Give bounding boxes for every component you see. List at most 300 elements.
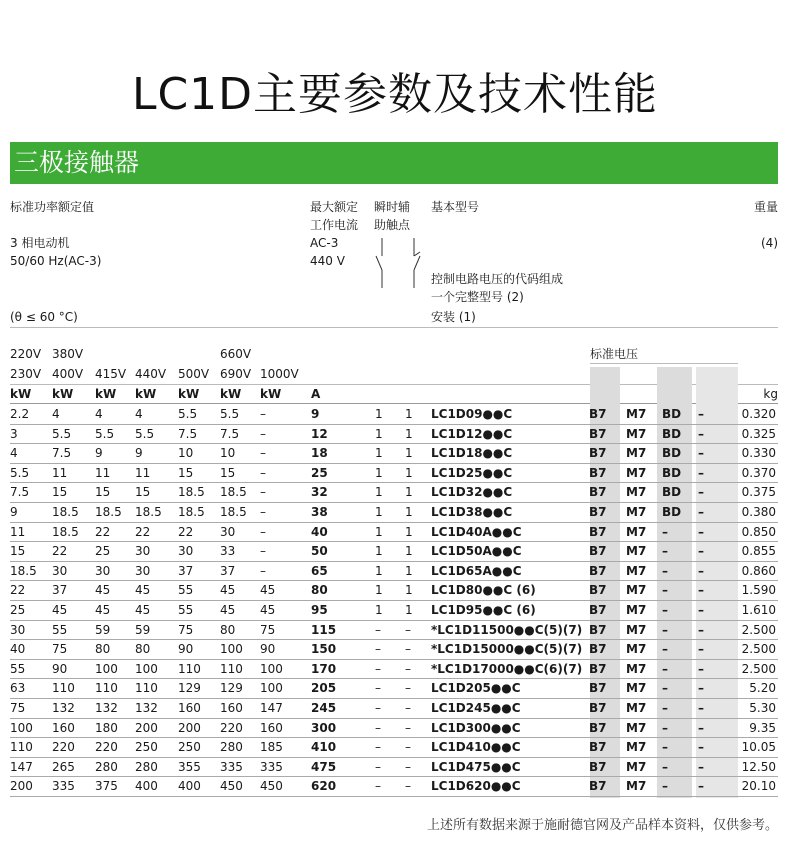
power-cell: 45 (220, 583, 236, 598)
model-cell: LC1D205●●C (431, 681, 521, 696)
voltage-code-m7: M7 (626, 642, 647, 657)
current-cell: 65 (311, 563, 328, 578)
voltage-440-label: 440 V (310, 254, 345, 268)
voltage-code-lc: – (698, 583, 704, 598)
aux-no-cell: – (375, 740, 381, 755)
weight-cell: 0.320 (741, 407, 776, 421)
power-cell: 18.5 (220, 485, 247, 500)
voltage-code-m7: M7 (626, 701, 647, 715)
power-cell: 100 (260, 661, 283, 676)
aux-no-cell: – (375, 720, 381, 735)
current-cell: 245 (311, 701, 337, 715)
power-cell: 22 (95, 524, 111, 539)
aux-nc-cell: – (405, 642, 411, 657)
power-cell: 11 (10, 524, 26, 539)
current-cell: 32 (311, 485, 328, 500)
weight-cell: 1.590 (741, 583, 776, 598)
voltage-code-b7: B7 (589, 446, 607, 461)
power-cell: 37 (178, 563, 194, 578)
aux-nc-cell: – (405, 701, 411, 715)
current-cell: 410 (311, 740, 337, 755)
power-cell: 100 (10, 720, 33, 735)
power-cell: 5.5 (95, 426, 115, 441)
table-row (10, 405, 778, 425)
power-cell: 18.5 (52, 524, 79, 539)
aux-nc-cell: 1 (405, 563, 413, 578)
voltage-code-lc: – (698, 524, 704, 539)
power-cell: 30 (135, 544, 151, 559)
aux-no-cell: 1 (375, 426, 383, 441)
power-cell: 110 (95, 681, 118, 696)
model-cell: *LC1D11500●●C(5)(7) (431, 622, 583, 637)
voltage-code-m7: M7 (626, 544, 647, 559)
power-cell: 33 (220, 544, 236, 559)
model-cell: LC1D40A●●C (431, 524, 522, 539)
power-cell: 25 (95, 544, 111, 559)
weight-cell: 2.500 (741, 642, 776, 657)
power-cell: 450 (260, 779, 283, 794)
voltage-code-lc: – (698, 622, 704, 637)
power-cell: 80 (220, 622, 236, 637)
voltage-code-lc: – (698, 681, 704, 696)
aux-no-cell: 1 (375, 407, 383, 421)
voltage-code-b7: B7 (589, 701, 607, 715)
aux-nc-cell: – (405, 779, 411, 794)
section-banner: 三极接触器 (10, 142, 778, 184)
voltage-code-dc: – (662, 544, 668, 559)
unit-kw-4: kW (178, 387, 200, 401)
voltage-code-m7: M7 (626, 622, 647, 637)
base-model-label: 基本型号 (431, 200, 480, 214)
power-cell: 30 (52, 563, 68, 578)
current-cell: 170 (311, 661, 337, 676)
voltage-code-b7: B7 (589, 485, 607, 500)
power-cell: 9 (95, 446, 103, 461)
aux-no-cell: 1 (375, 446, 383, 461)
power-cell: 22 (178, 524, 194, 539)
voltage-bottom-1: 400V (52, 367, 84, 381)
aux-no-cell: 1 (375, 583, 383, 598)
power-cell: 18.5 (220, 505, 247, 519)
power-cell: 18.5 (52, 505, 79, 519)
unit-kw-6: kW (260, 387, 282, 401)
aux-nc-cell: – (405, 622, 411, 637)
power-cell: 4 (135, 407, 143, 421)
power-cell: 15 (220, 465, 236, 480)
voltage-top-5: 660V (220, 347, 252, 361)
voltage-top-1: 380V (52, 347, 84, 361)
voltage-code-dc: – (662, 642, 668, 657)
voltage-code-lc: – (698, 779, 704, 794)
power-cell: 250 (178, 740, 201, 755)
voltage-code-m7: M7 (626, 740, 647, 755)
power-cell: 18.5 (95, 505, 122, 519)
table-row (10, 777, 778, 797)
power-cell: 15 (52, 485, 68, 500)
voltage-top-0: 220V (10, 347, 42, 361)
power-cell: 220 (52, 740, 75, 755)
aux-nc-cell: – (405, 740, 411, 755)
weight-cell: 10.05 (741, 740, 776, 755)
model-cell: LC1D95●●C (6) (431, 603, 536, 617)
voltage-code-m7: M7 (626, 407, 647, 421)
aux-no-cell: – (375, 622, 381, 637)
power-cell: 15 (95, 485, 111, 500)
power-cell: 45 (135, 583, 151, 598)
power-cell: 400 (135, 779, 158, 794)
aux-no-cell: – (375, 642, 381, 657)
voltage-code-dc: – (662, 779, 668, 794)
power-cell: 30 (95, 563, 111, 578)
aux-nc-cell: 1 (405, 426, 413, 441)
power-cell: 100 (260, 681, 283, 696)
aux-no-cell: – (375, 759, 381, 774)
power-cell: 80 (135, 642, 151, 657)
power-cell: 280 (135, 759, 158, 774)
power-cell: 147 (10, 759, 33, 774)
power-rating-title: 标准功率额定值 (10, 200, 95, 214)
current-cell: 475 (311, 759, 337, 774)
weight-cell: 5.20 (749, 681, 776, 696)
voltage-code-m7: M7 (626, 446, 647, 461)
table-row (10, 425, 778, 445)
model-cell: LC1D09●●C (431, 407, 513, 421)
power-cell: 280 (95, 759, 118, 774)
power-cell: 375 (95, 779, 118, 794)
power-cell: 280 (220, 740, 243, 755)
voltage-code-m7: M7 (626, 661, 647, 676)
model-cell: LC1D32●●C (431, 485, 513, 500)
power-cell: 7.5 (10, 485, 30, 500)
table-row (10, 660, 778, 680)
aux-no-cell: – (375, 661, 381, 676)
voltage-code-lc: – (698, 701, 704, 715)
model-cell: LC1D80●●C (6) (431, 583, 536, 598)
voltage-code-m7: M7 (626, 426, 647, 441)
std-voltage-underline (590, 363, 738, 364)
std-voltage-label: 标准电压 (590, 347, 639, 361)
power-cell: 10 (178, 446, 194, 461)
power-cell: 3 (10, 426, 18, 441)
power-cell: 9 (10, 505, 18, 519)
nc-contact-icon (404, 238, 424, 288)
aux-nc-cell: 1 (405, 603, 413, 617)
voltage-code-b7: B7 (589, 407, 607, 421)
voltage-code-lc: – (698, 642, 704, 657)
unit-amp: A (311, 387, 321, 401)
aux-nc-cell: 1 (405, 485, 413, 500)
current-cell: 25 (311, 465, 328, 480)
power-cell: 55 (178, 583, 194, 598)
voltage-code-dc: BD (662, 485, 682, 500)
power-cell: 185 (260, 740, 283, 755)
power-cell: 450 (220, 779, 243, 794)
power-cell: 18.5 (135, 505, 162, 519)
voltage-code-lc: – (698, 446, 704, 461)
power-cell: 7.5 (52, 446, 72, 461)
aux-no-cell: 1 (375, 524, 383, 539)
power-cell: 15 (178, 465, 194, 480)
power-cell: 335 (260, 759, 283, 774)
power-cell: 10 (220, 446, 236, 461)
mounting-note: 安装 (1) (431, 310, 476, 324)
power-cell: 22 (52, 544, 68, 559)
aux-nc-cell: 1 (405, 446, 413, 461)
table-row (10, 581, 778, 601)
unit-kg: kg (763, 387, 778, 401)
power-cell: 4 (10, 446, 18, 461)
power-cell: 30 (135, 563, 151, 578)
voltage-code-dc: – (662, 603, 668, 617)
table-row (10, 483, 778, 503)
model-cell: *LC1D15000●●C(5)(7) (431, 642, 583, 657)
weight-cell: 2.500 (741, 661, 776, 676)
power-cell: 400 (178, 779, 201, 794)
voltage-code-b7: B7 (589, 563, 607, 578)
voltage-code-lc: – (698, 465, 704, 480)
voltage-code-lc: – (698, 563, 704, 578)
power-cell: 5.5 (52, 426, 72, 441)
aux-nc-cell: 1 (405, 505, 413, 519)
voltage-code-lc: – (698, 661, 704, 676)
voltage-code-dc: BD (662, 465, 682, 480)
power-cell: 40 (10, 642, 26, 657)
power-cell: 59 (95, 622, 111, 637)
power-cell: 30 (178, 544, 194, 559)
power-cell: 110 (135, 681, 158, 696)
weight-cell: 0.855 (741, 544, 776, 559)
voltage-code-lc: – (698, 544, 704, 559)
power-cell: 55 (10, 661, 26, 676)
power-cell: 220 (220, 720, 243, 735)
footnote: 上述所有数据来源于施耐德官网及产品样本资料，仅供参考。 (426, 818, 778, 833)
voltage-code-lc: – (698, 759, 704, 774)
aux-no-cell: – (375, 701, 381, 715)
voltage-bottom-4: 500V (178, 367, 210, 381)
voltage-bottom-3: 440V (135, 367, 167, 381)
power-cell: 45 (95, 583, 111, 598)
power-cell: – (260, 524, 266, 539)
max-current-label-1: 最大额定 (310, 200, 359, 214)
power-cell: 7.5 (220, 426, 240, 441)
table-row (10, 464, 778, 484)
weight-label: 重量 (753, 200, 778, 214)
power-cell: 160 (220, 701, 243, 715)
current-cell: 620 (311, 779, 337, 794)
power-cell: – (260, 563, 266, 578)
power-cell: 250 (135, 740, 158, 755)
power-cell: 90 (260, 642, 276, 657)
aux-no-cell: – (375, 681, 381, 696)
voltage-code-dc: BD (662, 505, 682, 519)
page-title: LC1D主要参数及技术性能 (131, 69, 659, 120)
power-cell: 22 (10, 583, 26, 598)
power-cell: 180 (95, 720, 118, 735)
current-cell: 50 (311, 544, 328, 559)
weight-note: (4) (761, 236, 778, 250)
weight-cell: 2.500 (741, 622, 776, 637)
voltage-code-b7: B7 (589, 740, 607, 755)
weight-cell: 0.330 (741, 446, 776, 461)
table-row (10, 640, 778, 660)
power-cell: 5.5 (135, 426, 155, 441)
voltage-code-dc: BD (662, 407, 682, 421)
power-cell: 200 (10, 779, 33, 794)
power-cell: 110 (10, 740, 33, 755)
current-cell: 115 (311, 622, 337, 637)
unit-kw-3: kW (135, 387, 157, 401)
voltage-code-m7: M7 (626, 720, 647, 735)
voltage-bottom-0: 230V (10, 367, 42, 381)
model-cell: LC1D18●●C (431, 446, 513, 461)
power-cell: 11 (95, 465, 111, 480)
power-cell: 30 (220, 524, 236, 539)
aux-no-cell: 1 (375, 465, 383, 480)
power-cell: 355 (178, 759, 201, 774)
power-cell: – (260, 465, 266, 480)
power-cell: 25 (10, 603, 26, 617)
voltage-code-m7: M7 (626, 524, 647, 539)
voltage-code-m7: M7 (626, 759, 647, 774)
voltage-code-m7: M7 (626, 779, 647, 794)
voltage-code-b7: B7 (589, 544, 607, 559)
power-cell: 335 (52, 779, 75, 794)
voltage-code-b7: B7 (589, 426, 607, 441)
aux-nc-cell: 1 (405, 465, 413, 480)
current-cell: 18 (311, 446, 328, 461)
power-cell: 45 (220, 603, 236, 617)
weight-cell: 9.35 (749, 720, 776, 735)
table-row (10, 679, 778, 699)
max-current-label-2: 工作电流 (310, 218, 359, 232)
voltage-code-lc: – (698, 407, 704, 421)
voltage-code-m7: M7 (626, 583, 647, 598)
power-cell: 45 (260, 603, 276, 617)
weight-cell: 20.10 (741, 779, 776, 794)
voltage-code-dc: – (662, 622, 668, 637)
ac3-label: AC-3 (310, 236, 339, 250)
aux-nc-cell: 1 (405, 583, 413, 598)
voltage-code-b7: B7 (589, 524, 607, 539)
unit-kw-1: kW (52, 387, 74, 401)
model-cell: LC1D65A●●C (431, 563, 522, 578)
unit-kw-5: kW (220, 387, 242, 401)
model-cell: LC1D410●●C (431, 740, 521, 755)
aux-contact-label-1: 瞬时辅 (374, 200, 411, 214)
aux-contact-label-2: 助触点 (374, 218, 411, 232)
voltage-code-m7: M7 (626, 603, 647, 617)
power-cell: 5.5 (10, 465, 30, 480)
model-cell: LC1D245●●C (431, 701, 521, 715)
power-cell: – (260, 485, 266, 500)
voltage-bottom-2: 415V (95, 367, 127, 381)
model-cell: LC1D50A●●C (431, 544, 522, 559)
power-cell: 75 (178, 622, 194, 637)
aux-nc-cell: – (405, 681, 411, 696)
power-cell: 45 (260, 583, 276, 598)
voltage-code-b7: B7 (589, 759, 607, 774)
voltage-code-b7: B7 (589, 603, 607, 617)
power-cell: 4 (52, 407, 60, 421)
voltage-code-dc: – (662, 740, 668, 755)
table-row (10, 542, 778, 562)
voltage-code-b7: B7 (589, 720, 607, 735)
table-row (10, 601, 778, 621)
control-voltage-note: 控制电路电压的代码组成 (431, 272, 564, 286)
aux-nc-cell: 1 (405, 544, 413, 559)
voltage-code-b7: B7 (589, 642, 607, 657)
power-cell: 45 (95, 603, 111, 617)
power-cell: 37 (52, 583, 68, 598)
header-divider (10, 327, 778, 328)
aux-no-cell: – (375, 779, 381, 794)
power-cell: 22 (135, 524, 151, 539)
power-cell: 15 (10, 544, 26, 559)
model-cell: LC1D475●●C (431, 759, 521, 774)
voltage-code-dc: – (662, 524, 668, 539)
weight-cell: 5.30 (749, 701, 776, 715)
power-cell: 75 (52, 642, 68, 657)
power-cell: 15 (135, 485, 151, 500)
power-cell: – (260, 407, 266, 421)
model-cell: LC1D25●●C (431, 465, 513, 480)
weight-cell: 0.850 (741, 524, 776, 539)
voltage-code-dc: – (662, 563, 668, 578)
power-cell: 11 (52, 465, 68, 480)
voltage-code-dc: – (662, 701, 668, 715)
table-row (10, 621, 778, 641)
aux-nc-cell: 1 (405, 524, 413, 539)
power-cell: 55 (178, 603, 194, 617)
voltage-bottom-6: 1000V (260, 367, 299, 381)
voltage-code-m7: M7 (626, 465, 647, 480)
power-cell: 11 (135, 465, 151, 480)
power-cell: 200 (178, 720, 201, 735)
current-cell: 12 (311, 426, 328, 441)
aux-no-cell: 1 (375, 563, 383, 578)
voltage-code-dc: BD (662, 426, 682, 441)
voltage-code-b7: B7 (589, 779, 607, 794)
unit-kw-2: kW (95, 387, 117, 401)
power-cell: 18.5 (178, 485, 205, 500)
power-cell: 110 (52, 681, 75, 696)
model-cell: *LC1D17000●●C(6)(7) (431, 661, 583, 676)
voltage-code-dc: – (662, 583, 668, 598)
power-cell: 80 (95, 642, 111, 657)
power-cell: – (260, 446, 266, 461)
model-cell: LC1D38●●C (431, 505, 513, 519)
power-cell: 7.5 (178, 426, 198, 441)
power-cell: 132 (95, 701, 118, 715)
current-cell: 150 (311, 642, 337, 657)
aux-nc-cell: 1 (405, 407, 413, 421)
voltage-code-b7: B7 (589, 505, 607, 519)
power-cell: 335 (220, 759, 243, 774)
voltage-bottom-5: 690V (220, 367, 252, 381)
voltage-code-lc: – (698, 426, 704, 441)
weight-cell: 0.380 (741, 505, 776, 519)
table-row (10, 699, 778, 719)
power-cell: 160 (178, 701, 201, 715)
power-cell: 100 (135, 661, 158, 676)
current-cell: 80 (311, 583, 328, 598)
voltage-code-b7: B7 (589, 583, 607, 598)
voltage-code-b7: B7 (589, 661, 607, 676)
current-cell: 38 (311, 505, 328, 519)
aux-no-cell: 1 (375, 485, 383, 500)
voltage-code-m7: M7 (626, 505, 647, 519)
power-cell: 90 (178, 642, 194, 657)
